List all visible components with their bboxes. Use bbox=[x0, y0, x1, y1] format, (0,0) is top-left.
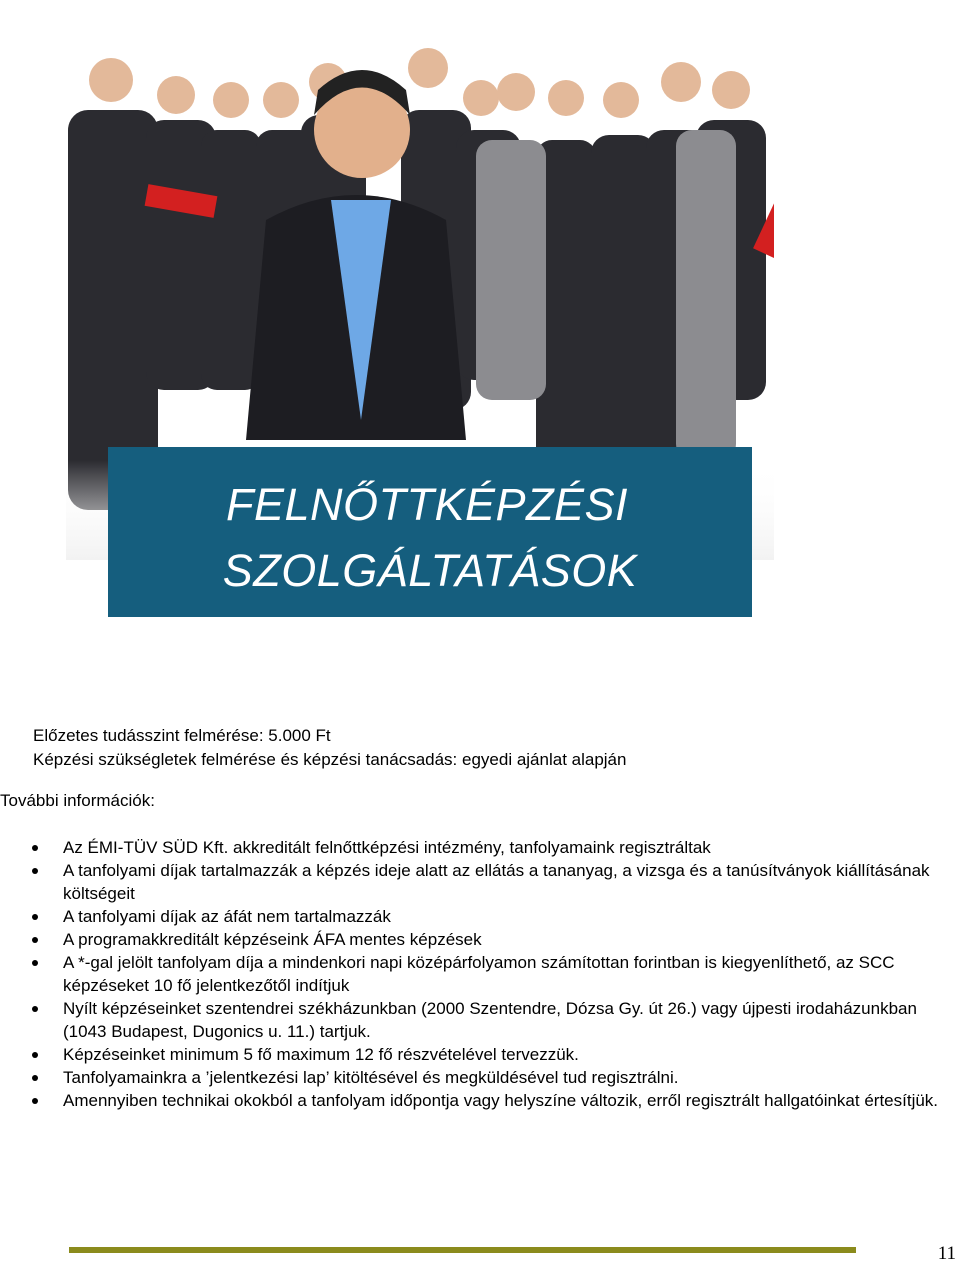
consulting-price: Képzési szükségletek felmérése és képzési tanácsadás: egyedi ajánlat alapján bbox=[33, 750, 627, 769]
bullet-icon bbox=[32, 937, 38, 943]
list-item bbox=[30, 905, 945, 928]
bullet-icon bbox=[32, 1052, 38, 1058]
info-bullet-list bbox=[30, 836, 945, 1112]
bullet-icon bbox=[32, 1006, 38, 1012]
bullet-icon bbox=[32, 960, 38, 966]
title-banner bbox=[108, 447, 752, 617]
list-item bbox=[30, 836, 945, 859]
page-number: 11 bbox=[937, 1243, 956, 1264]
bullet-icon bbox=[32, 1098, 38, 1104]
list-item-text: A *-gal jelölt tanfolyam díja a mindenkori napi középárfolyamon számítottan forintban is kiegyenlíthető, az SCC képzéseket 10 fő jelentkezőtől indítjuk bbox=[63, 953, 895, 995]
list-item bbox=[30, 1066, 945, 1089]
bullet-icon bbox=[32, 868, 38, 874]
list-item-text: Nyílt képzéseinket szentendrei székházunkban (2000 Szentendre, Dózsa Gy. út 26.) vagy újpesti irodaházunkban (1043 Budapest, Dugonics u. 11.) tartjuk. bbox=[63, 999, 917, 1041]
footer-rule bbox=[69, 1247, 856, 1253]
list-item-text: A tanfolyami díjak tartalmazzák a képzés ideje alatt az ellátás a tananyag, a vizsga és a tanúsítványok kiállításának költségeit bbox=[63, 861, 930, 903]
list-item bbox=[30, 1043, 945, 1066]
bullet-icon bbox=[32, 914, 38, 920]
list-item bbox=[30, 951, 945, 997]
list-item-text: A programakkreditált képzéseink ÁFA mentes képzések bbox=[63, 930, 482, 949]
title-line-2: SZOLGÁLTATÁSOK bbox=[222, 545, 638, 596]
bullet-icon bbox=[32, 1075, 38, 1081]
list-item bbox=[30, 997, 945, 1043]
bullet-icon bbox=[32, 845, 38, 851]
list-item-text: Az ÉMI-TÜV SÜD Kft. akkreditált felnőttképzési intézmény, tanfolyamaink regisztráltak bbox=[63, 838, 711, 857]
list-item bbox=[30, 928, 945, 951]
more-info-heading: További információk: bbox=[0, 791, 155, 810]
pricing-intro bbox=[33, 724, 626, 772]
assessment-price: Előzetes tudásszint felmérése: 5.000 Ft bbox=[33, 726, 331, 745]
list-item bbox=[30, 1089, 945, 1112]
list-item-text: Képzéseinket minimum 5 fő maximum 12 fő részvételével tervezzük. bbox=[63, 1045, 579, 1064]
list-item bbox=[30, 859, 945, 905]
title-line-1: FELNŐTTKÉPZÉSI bbox=[225, 479, 629, 530]
list-item-text: A tanfolyami díjak az áfát nem tartalmazzák bbox=[63, 907, 391, 926]
list-item-text: Amennyiben technikai okokból a tanfolyam időpontja vagy helyszíne változik, erről regisztrált hallgatóinkat értesítjük. bbox=[63, 1091, 939, 1110]
list-item-text: Tanfolyamainkra a ’jelentkezési lap’ kitöltésével és megküldésével tud regisztrálni. bbox=[63, 1068, 679, 1087]
